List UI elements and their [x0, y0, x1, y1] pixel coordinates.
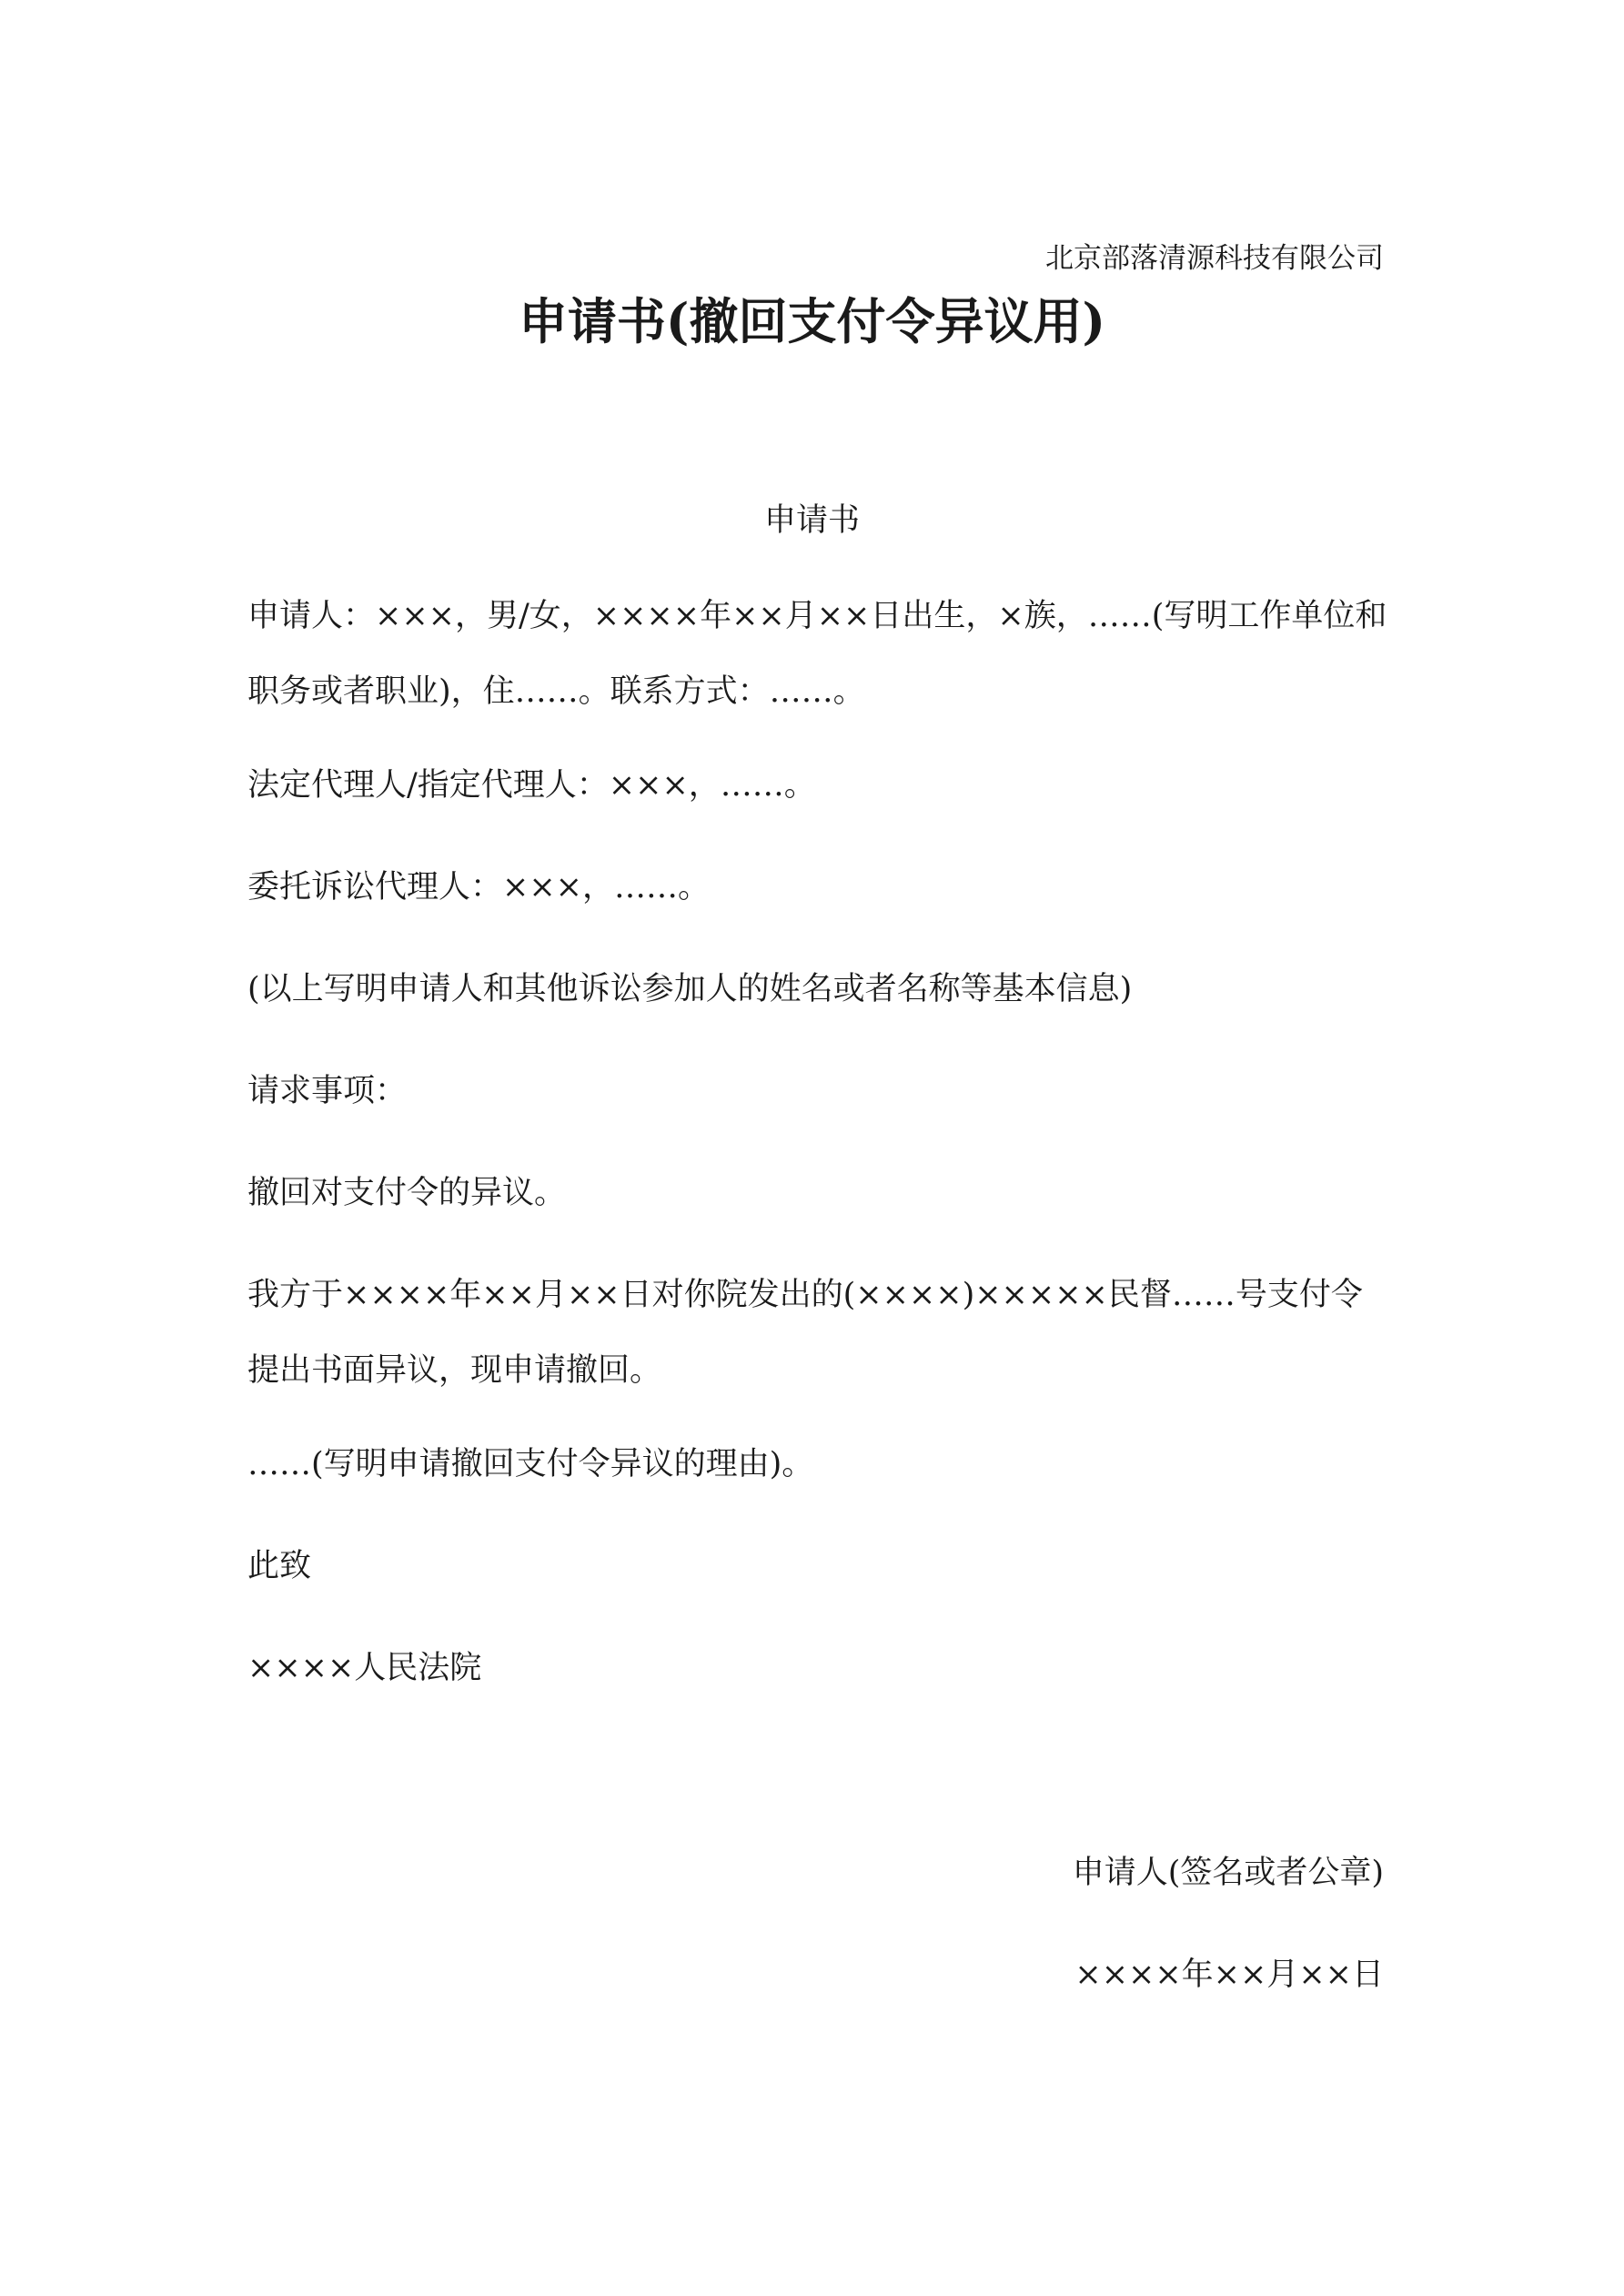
signature-line: 申请人(签名或者公章) — [1072, 1855, 1384, 1891]
applicant-paragraph: 申请人：×××，男/女，××××年××月××日出生，×族，……(写明工作单位和职务或者职业)，住……。联系方式：……。 — [247, 598, 1387, 710]
reason-paragraph: ……(写明申请撤回支付令异议的理由)。 — [247, 1446, 814, 1482]
request-heading: 请求事项： — [247, 1073, 408, 1109]
request-item: 撤回对支付令的异议。 — [247, 1175, 567, 1211]
document-subtitle: 申请书 — [763, 502, 860, 539]
date-line: ××××年××月××日 — [1074, 1957, 1384, 1993]
company-header: 北京部落清源科技有限公司 — [1045, 242, 1384, 275]
statement-paragraph: 我方于××××年××月××日对你院发出的(××××)×××××民督……号支付令提出书面异议，现申请撤回。 — [247, 1277, 1363, 1389]
basic-info-note: (以上写明申请人和其他诉讼参加人的姓名或者名称等基本信息) — [247, 971, 1133, 1007]
entrusted-agent-paragraph: 委托诉讼代理人：×××，……。 — [247, 869, 710, 905]
legal-agent-paragraph: 法定代理人/指定代理人：×××，……。 — [247, 767, 816, 804]
court-name: ××××人民法院 — [247, 1650, 482, 1686]
document-title: 申请书(撤回支付令异议用) — [518, 292, 1106, 350]
salutation: 此致 — [247, 1548, 312, 1584]
